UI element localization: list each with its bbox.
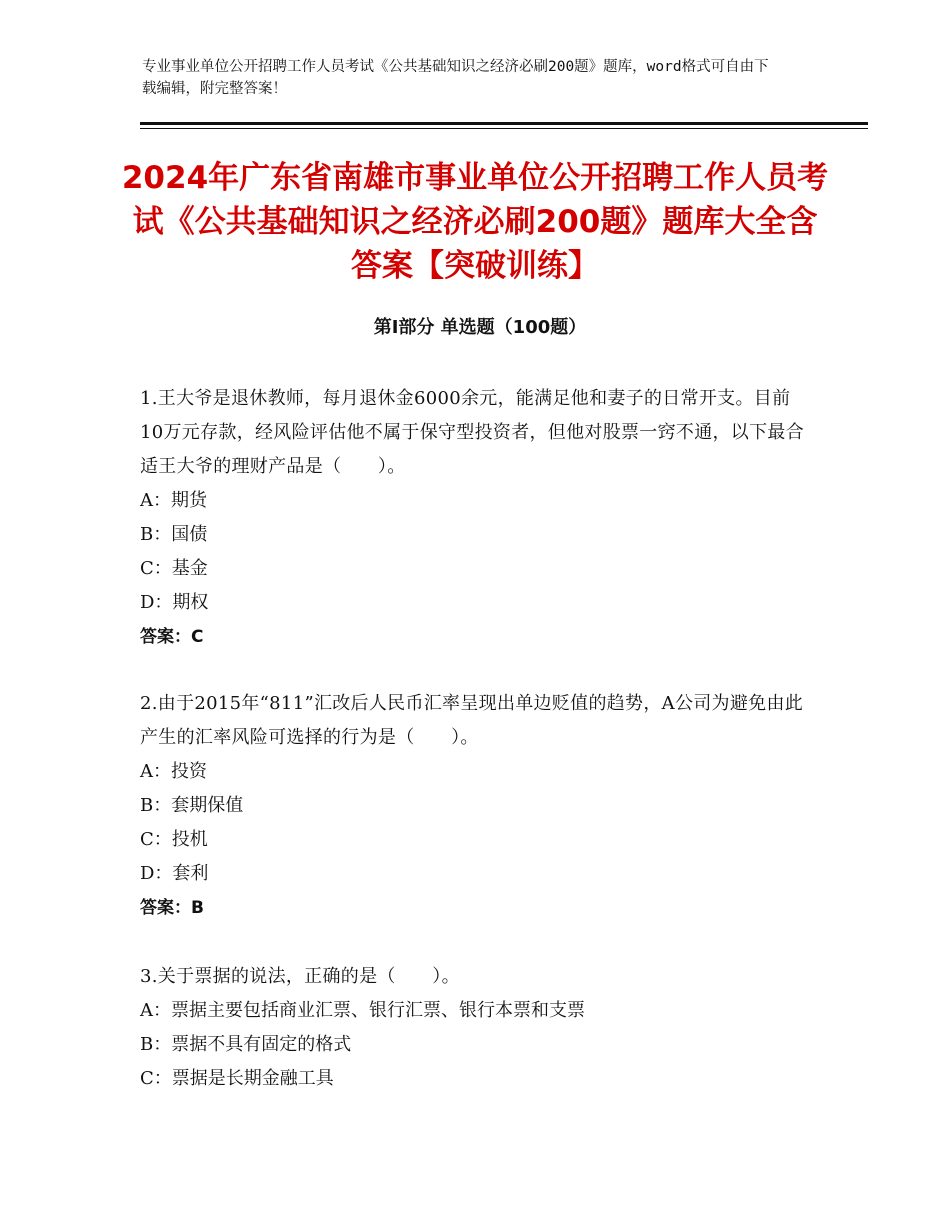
option-c: C：基金: [140, 558, 208, 579]
question-stem: 2.由于2015年“811”汇改后人民币汇率呈现出单边贬值的趋势，A公司为避免由此产生的汇率风险可选择的行为是（ ）。: [140, 693, 804, 748]
question-stem: 1.王大爷是退休教师，每月退休金6000余元，能满足他和妻子的日常开支。目前10万元存款，经风险评估他不属于保守型投资者，但他对股票一窍不通，以下最合适王大爷的理财产品是（ ）。: [140, 388, 805, 477]
option-b: B：套期保值: [140, 795, 244, 816]
document-title: 2024年广东省南雄市事业单位公开招聘工作人员考试《公共基础知识之经济必刷200题》题库大全含答案【突破训练】: [121, 160, 829, 284]
question-stem: 3.关于票据的说法，正确的是（ ）。: [140, 966, 460, 987]
option-c: C：票据是长期金融工具: [140, 1068, 334, 1089]
question-1: [140, 382, 810, 654]
header-note: 专业事业单位公开招聘工作人员考试《公共基础知识之经济必刷200题》题库，word格式可自由下载编辑，附完整答案！: [142, 59, 769, 97]
option-a: A：票据主要包括商业汇票、银行汇票、银行本票和支票: [140, 1000, 585, 1021]
option-a: A：期货: [140, 490, 207, 511]
answer: 答案：B: [140, 898, 204, 918]
header-divider-thick: [140, 122, 868, 125]
option-a: A：投资: [140, 761, 207, 782]
option-b: B：国债: [140, 524, 208, 545]
question-2: [140, 687, 810, 925]
option-c: C：投机: [140, 829, 208, 850]
option-b: B：票据不具有固定的格式: [140, 1034, 352, 1055]
answer: 答案：C: [140, 627, 204, 647]
header-divider-thin: [140, 128, 868, 129]
option-d: D：套利: [140, 863, 209, 884]
question-3: [140, 960, 810, 1096]
section-title: 第Ⅰ部分 单选题（100题）: [373, 317, 587, 338]
option-d: D：期权: [140, 592, 209, 613]
